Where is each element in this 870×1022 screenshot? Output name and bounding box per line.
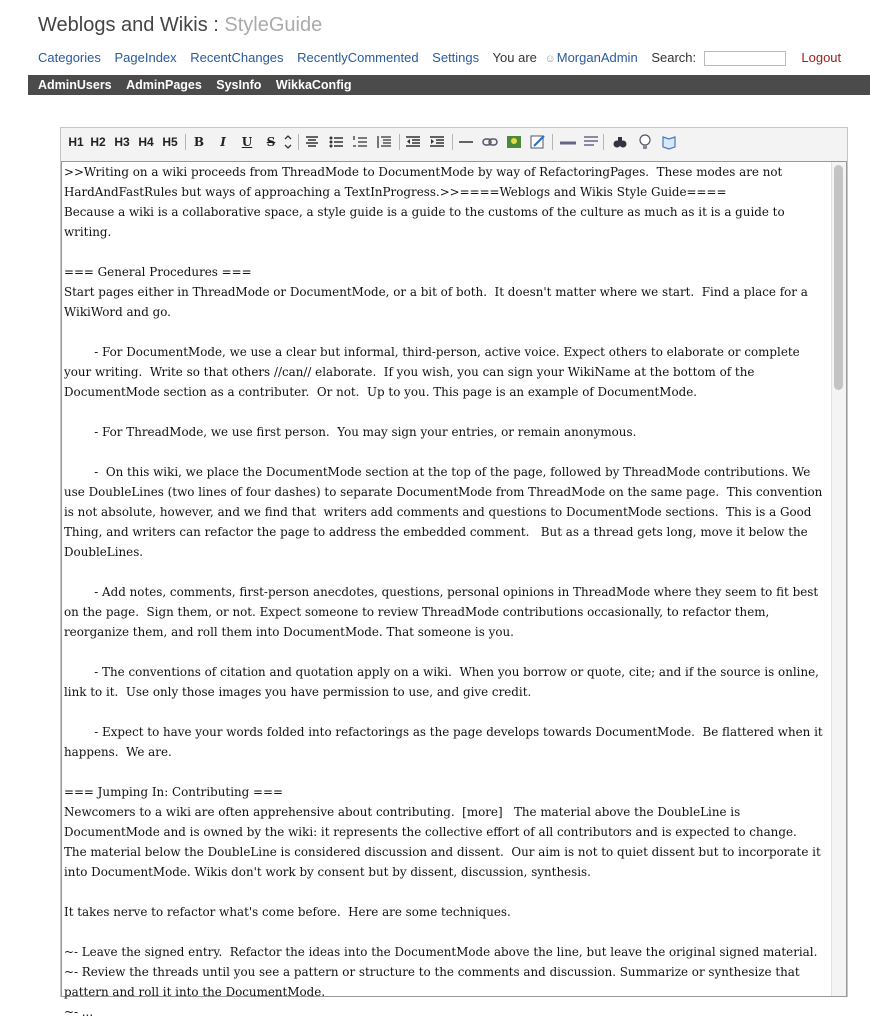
nav-recent-changes[interactable]: RecentChanges xyxy=(190,50,284,65)
nav-page-index[interactable]: PageIndex xyxy=(114,50,177,65)
html-icon[interactable] xyxy=(558,134,578,150)
h4-button[interactable]: H4 xyxy=(138,135,154,149)
toolbar-separator xyxy=(452,134,453,150)
admin-users-link[interactable]: AdminUsers xyxy=(38,78,112,92)
center-align-icon[interactable] xyxy=(304,134,320,150)
outdent-icon[interactable] xyxy=(405,134,421,150)
toolbar-separator xyxy=(603,134,604,150)
search-label: Search: xyxy=(651,50,697,65)
toolbar-separator xyxy=(399,134,400,150)
editor-toolbar xyxy=(61,128,847,156)
nav-settings[interactable]: Settings xyxy=(432,50,480,65)
find-icon[interactable] xyxy=(612,134,628,150)
admin-bar xyxy=(28,75,870,95)
h2-button[interactable]: H2 xyxy=(90,135,106,149)
bold-button[interactable]: B xyxy=(193,135,205,149)
logout-link[interactable]: Logout xyxy=(801,50,842,65)
ordered-list-icon[interactable] xyxy=(352,134,368,150)
horizontal-rule-icon[interactable] xyxy=(458,134,474,150)
user-link[interactable]: ☺ MorganAdmin xyxy=(545,50,638,65)
you-are-label: You are xyxy=(492,50,537,65)
wiki-editor xyxy=(60,127,848,1019)
site-title xyxy=(38,14,322,37)
nav-recently-commented[interactable]: RecentlyCommented xyxy=(297,50,419,65)
toolbar-separator xyxy=(552,134,553,150)
idea-icon[interactable] xyxy=(637,134,653,150)
h5-button[interactable]: H5 xyxy=(162,135,178,149)
wikka-config-link[interactable]: WikkaConfig xyxy=(275,78,352,92)
nav-categories[interactable]: Categories xyxy=(38,50,101,65)
italic-button[interactable]: I xyxy=(220,135,226,149)
help-icon[interactable] xyxy=(661,134,677,150)
underline-button[interactable]: U xyxy=(241,135,253,149)
h3-button[interactable]: H3 xyxy=(114,135,130,149)
table-icon[interactable] xyxy=(530,134,546,150)
admin-pages-link[interactable]: AdminPages xyxy=(126,78,202,92)
textarea-scrollbar[interactable] xyxy=(831,162,846,996)
heading-dropdown-icon[interactable] xyxy=(283,134,293,150)
sysinfo-link[interactable]: SysInfo xyxy=(216,78,262,92)
search-input[interactable] xyxy=(704,51,786,66)
site-name: Weblogs and Wikis xyxy=(38,14,208,36)
indent-icon[interactable] xyxy=(429,134,445,150)
page-body-textarea[interactable] xyxy=(61,161,847,1019)
unordered-list-icon[interactable] xyxy=(328,134,344,150)
toolbar-separator xyxy=(298,134,299,150)
strike-button[interactable]: S xyxy=(266,135,276,149)
toolbar-separator xyxy=(185,134,186,150)
outline-list-icon[interactable] xyxy=(376,134,392,150)
page-name: StyleGuide xyxy=(224,14,323,36)
scrollbar-thumb[interactable] xyxy=(834,165,843,390)
title-separator: : xyxy=(213,14,219,36)
main-nav xyxy=(38,50,841,66)
image-icon[interactable] xyxy=(506,134,522,150)
link-icon[interactable] xyxy=(482,134,498,150)
source-code-icon[interactable] xyxy=(582,134,600,150)
page-body-text[interactable]: >>Writing on a wiki proceeds from ThreadMode to DocumentMode by way of RefactoringPages. These modes are not HardAndFastRules but ways of approaching a TextInProgress.>>====Weblogs and Wikis Style Guide==== Because a wiki is a collaborative space, a style guide is a guide to the customs of the culture as much as it is a guide to writing. === General Procedures === Start pages either in ThreadMode or DocumentMode, or a bit of both. It doesn't matter where we start. Find a place for a WikiWord and go. - For DocumentMode, we use a clear but informal, third-person, active voice. Expect others to elaborate or complete your writing. Write so that others //can// elaborate. If you wish, you can sign your WikiName at the bottom of the DocumentMode section as a contributer. Or not. Up to you. This page is an example of DocumentMode. - For ThreadMode, we use first person. You may sign your entries, or remain anonymous. - On this wiki, we place the DocumentMode section at the top of the page, followed by ThreadMode contributions. We use DoubleLines (two lines of four dashes) to separate DocumentMode from ThreadMode on the same page. This convention is not absolute, however, and we find that writers add comments and questions to DocumentMode sections. This is a Good Thing, and writers can refactor the page to address the embedded comment. But as a thread gets long, move it below the DoubleLines. - Add notes, comments, first-person anecdotes, questions, personal opinions in ThreadMode where they seem to fit best on the page. Sign them, or not. Expect someone to review ThreadMode contributions occasionally, to refactor them, reorganize them, and roll them into DocumentMode. That someone is you. - The conventions of citation and quotation apply on a wiki. When you borrow or quote, cite; and if the source is online, link to it. Use only those images you have permission to use, and give credit. - Expect to have your words folded into refactorings as the page develops towards DocumentMode. Be flattered when it happens. We are. === Jumping In: Contributing === Newcomers to a wiki are often apprehensive about contributing. [more] The material above the DoubleLine is DocumentMode and is owned by the wiki: it represents the collective effort of all contributors and is expected to change. The material below the DoubleLine is considered discussion and dissent. Our aim is not to quiet dissent but to incorporate it into DocumentMode. Wikis don't work by consent but by dissent, discussion, synthesis. It takes nerve to refactor what's come before. Here are some techniques. ~- Leave the signed entry. Refactor the ideas into the DocumentMode above the line, but leave the original signed material. ~- Review the threads until you see a pattern or structure to the comments and discussion. Summarize or synthesize that pattern and roll it into the DocumentMode. ~- ... xyxy=(64,165,823,1019)
h1-button[interactable]: H1 xyxy=(68,135,84,149)
